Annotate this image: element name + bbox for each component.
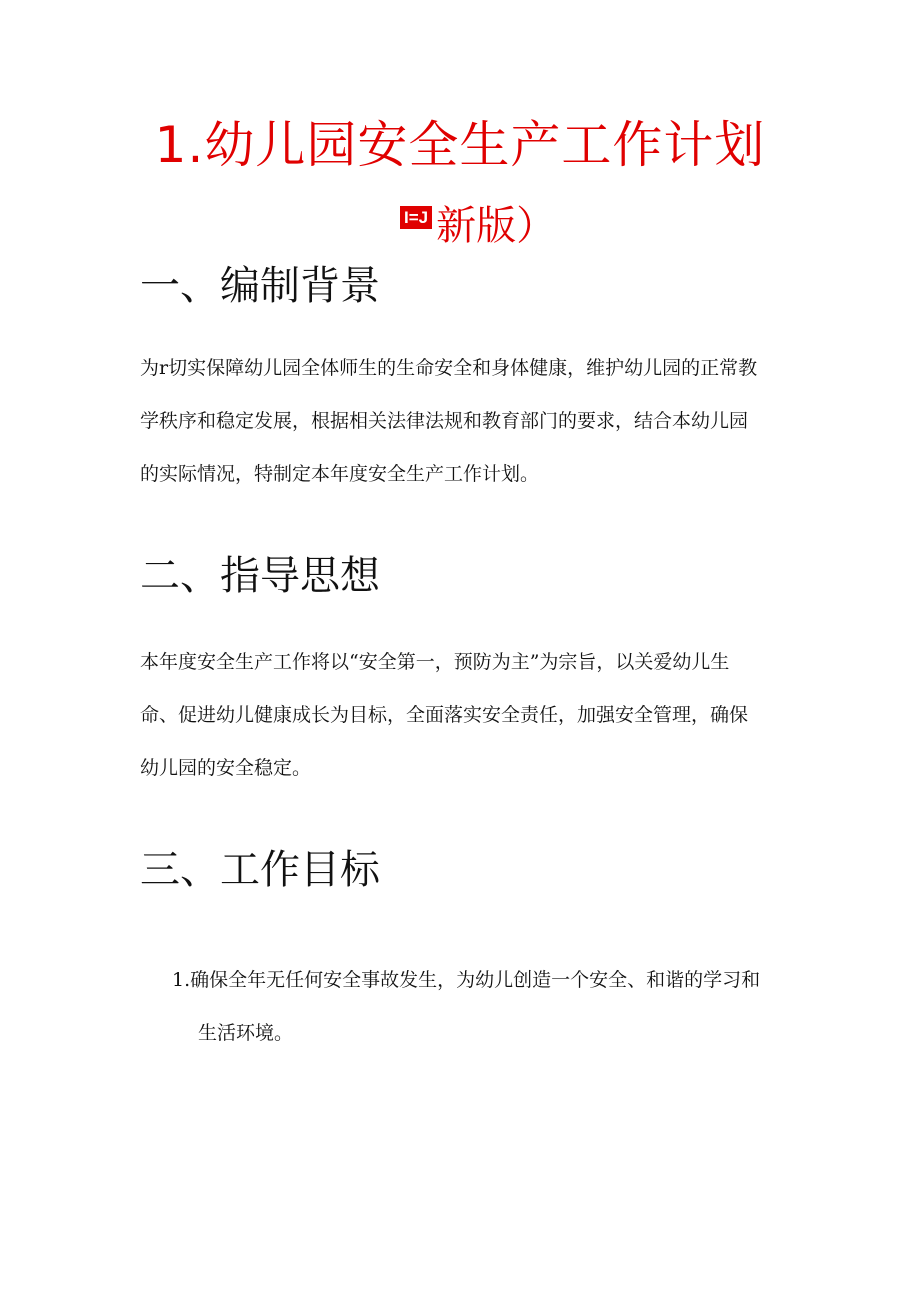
paragraph-line: 本年度安全生产工作将以“安全第一，预防为主”为宗旨，以关爱幼儿生	[140, 651, 730, 673]
subtitle-row	[400, 200, 556, 260]
list-item-first-line: 1.确保全年无任何安全事故发生，为幼儿创造一个安全、和谐的学习和	[172, 969, 761, 991]
paragraph-line: 学秩序和稳定发展，根据相关法律法规和教育部门的要求，结合本幼儿园	[140, 410, 749, 432]
section-heading-guiding-ideology: 二、指导思想	[140, 553, 380, 599]
section-paragraph-guiding-ideology	[140, 636, 790, 795]
goal-list-item	[172, 954, 792, 1060]
section-heading-work-goals: 三、工作目标	[140, 847, 380, 893]
paragraph-line: 为r切实保障幼儿园全体师生的生命安全和身体健康，维护幼儿园的正常教	[140, 357, 758, 379]
section-heading-background: 一、编制背景	[140, 263, 380, 309]
paragraph-line: 命、促进幼儿健康成长为目标，全面落实安全责任，加强安全管理，确保	[140, 704, 749, 726]
section-paragraph-background	[140, 342, 790, 501]
paragraph-line: 的实际情况，特制定本年度安全生产工作计划。	[140, 463, 540, 485]
document-title: 1.幼儿园安全生产工作计划	[154, 116, 766, 174]
list-item-continuation: 生活环境。	[198, 1022, 294, 1044]
subtitle-badge: I=J	[400, 206, 432, 229]
paragraph-line: 幼儿园的安全稳定。	[140, 757, 312, 779]
document-subtitle: 新版）	[436, 203, 557, 249]
